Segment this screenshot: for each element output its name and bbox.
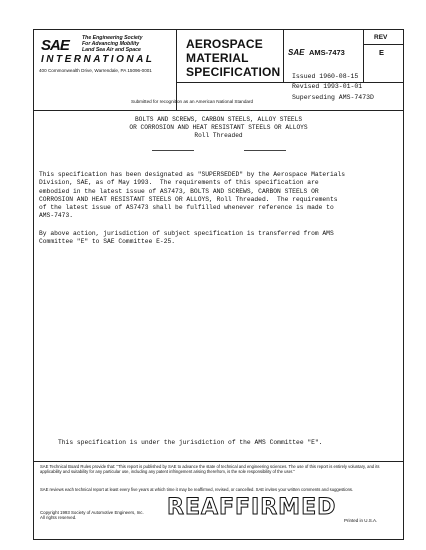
divider xyxy=(244,150,286,151)
divider xyxy=(152,150,194,151)
issue-dates xyxy=(292,72,362,91)
rev-label: REV xyxy=(374,34,388,41)
divider xyxy=(364,44,403,45)
submitted-note: Submitted for recognition as an American National Standard xyxy=(131,99,254,104)
number-prefix: SAE xyxy=(288,48,305,57)
revised-date: Revised 1993-01-01 xyxy=(292,82,363,90)
sae-logo: SAE xyxy=(41,37,69,54)
specification-page xyxy=(33,29,404,540)
tagline: The Engineering Society For Advancing Mobility Land Sea Air and Space xyxy=(82,35,143,53)
header xyxy=(34,30,403,110)
supersession-paragraph: This specification has been designated as "SUPERSEDED" by the Aerospace Materials Division, SAE, as of May 1993. The requirements of this specification are embodied in the latest issue of AS7473, BOLTS AND SCREWS, CARBON STEELS OR CORROSION AND HEAT RESISTANT STEELS OR ALLOYS, Roll Threaded. The requirements of the latest issue of AS7473 shall be fulfilled whenever reference is made to AMS-7473. xyxy=(39,171,346,220)
address: 400 Commonwealth Drive, Warrendale, PA 15096-0001 xyxy=(39,68,152,73)
technical-board-notice: SAE Technical Board Rules provide that: "This report is published by SAE to advance the state of technical and engineering sciences. The use of this report is entirely voluntary, and its applicability and suitability for any particular use, including any patent infringement arising therefrom, is the sole responsibility of the user." xyxy=(40,464,380,475)
document-title: BOLTS AND SCREWS, CARBON STEELS, ALLOY STEELS OR CORROSION AND HEAT RESISTANT STEELS OR ALLOYS Roll Threaded xyxy=(129,116,308,139)
copyright: Copyright 1993 Society of Automotive Engineers, Inc. All rights reserved. xyxy=(40,510,144,521)
rev-value: E xyxy=(379,48,385,57)
superseding: Superseding AMS-7473D xyxy=(292,94,374,101)
logo-block xyxy=(34,30,177,110)
divider xyxy=(34,461,403,462)
revision-block xyxy=(364,30,403,82)
reaffirmed-stamp: REAFFIRMED xyxy=(167,495,337,520)
document-number: AMS-7473 xyxy=(309,48,345,57)
international-label: INTERNATIONAL xyxy=(41,54,155,65)
document-type-title: AEROSPACE MATERIAL SPECIFICATION xyxy=(186,37,281,79)
printed-note: Printed in U.S.A. xyxy=(344,518,378,523)
divider xyxy=(34,110,403,111)
divider xyxy=(177,82,403,83)
review-notice: SAE reviews each technical report at least every five years at which time it may be reaffirmed, revised, or cancelled. SAE invites your written comments and suggestions. xyxy=(40,487,354,492)
jurisdiction-statement: This specification is under the jurisdiction of the AMS Committee "E". xyxy=(58,439,323,446)
issued-date: Issued 1960-08-15 xyxy=(292,73,359,80)
title-block xyxy=(177,30,284,82)
jurisdiction-transfer-paragraph: By above action, jurisdiction of subject specification is transferred from AMS Committee "E" to SAE Committee E-25. xyxy=(39,230,334,246)
